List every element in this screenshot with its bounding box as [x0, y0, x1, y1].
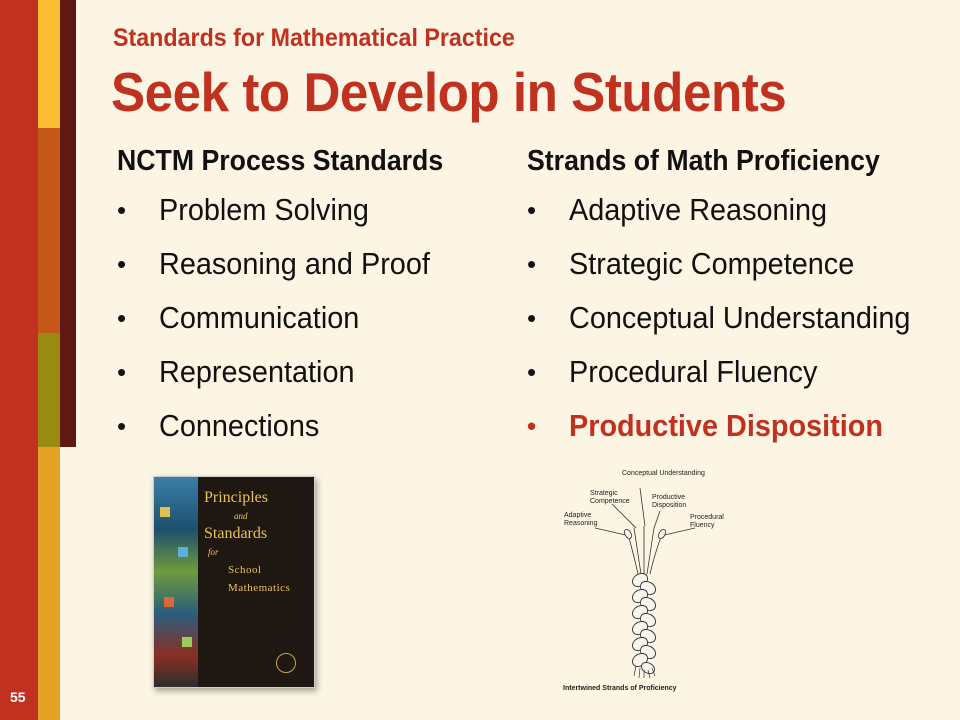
strand-label-conceptual: Conceptual Understanding [622, 470, 705, 477]
column-heading: Strands of Math Proficiency [527, 145, 880, 177]
list-item-label: Productive Disposition [569, 408, 883, 443]
book-title-line: Standards [204, 525, 268, 542]
left-accent-bar-red [0, 0, 38, 720]
bullet-icon: • [527, 249, 537, 279]
list-item-label: Connections [159, 408, 320, 443]
list-item-label: Adaptive Reasoning [569, 192, 828, 227]
bullet-icon: • [117, 411, 127, 441]
bullet-icon: • [117, 195, 127, 225]
book-title-line: Principles [204, 489, 268, 506]
bullet-icon: • [527, 357, 537, 387]
book-title-line: and [234, 511, 248, 521]
left-accent-bar-gold [38, 447, 60, 720]
diagram-caption: Intertwined Strands of Proficiency [563, 685, 677, 692]
book-title-line: School [228, 564, 262, 576]
strand-label-procedural: Procedural Fluency [690, 514, 724, 529]
list-item-label: Representation [159, 354, 355, 389]
strand-label-adaptive: Adaptive Reasoning [564, 512, 598, 527]
slide-number: 55 [10, 689, 26, 705]
left-accent-bar-olive [38, 333, 60, 447]
intertwined-strands-diagram [560, 466, 740, 696]
strand-label-productive: Productive Disposition [652, 494, 687, 509]
bullet-icon: • [117, 303, 127, 333]
list-item-label: Conceptual Understanding [569, 300, 911, 335]
bullet-icon: • [527, 303, 537, 333]
list-item-label: Strategic Competence [569, 246, 855, 281]
bullet-icon: • [117, 357, 127, 387]
list-item [117, 298, 472, 352]
bullet-list [527, 190, 911, 460]
rope-illustration [560, 466, 740, 696]
book-cover-art-strip [154, 477, 198, 687]
nctm-process-standards-column [117, 145, 472, 460]
slide-subtitle: Standards for Mathematical Practice [113, 24, 515, 52]
list-item [117, 190, 472, 244]
list-item [527, 352, 911, 406]
list-item-label: Reasoning and Proof [159, 246, 430, 281]
seal-icon [276, 653, 296, 673]
strand-label-strategic: Strategic Competence [590, 490, 630, 505]
bullet-icon: • [527, 411, 537, 441]
book-title-line: Mathematics [228, 582, 291, 594]
bullet-icon: • [527, 195, 537, 225]
list-item-label: Procedural Fluency [569, 354, 818, 389]
book-cover-image [153, 476, 315, 688]
list-item [527, 244, 911, 298]
left-accent-bar-orange [38, 128, 60, 333]
bullet-list [117, 190, 472, 460]
list-item [117, 244, 472, 298]
book-title-line: for [208, 547, 219, 557]
bullet-icon: • [117, 249, 127, 279]
list-item [117, 352, 472, 406]
left-accent-bar-brown [60, 0, 76, 447]
list-item-highlighted [527, 406, 911, 460]
list-item [117, 406, 472, 460]
list-item [527, 298, 911, 352]
list-item-label: Communication [159, 300, 360, 335]
column-heading: NCTM Process Standards [117, 145, 444, 177]
list-item [527, 190, 911, 244]
left-accent-bar-yellow [38, 0, 60, 128]
slide-title: Seek to Develop in Students [111, 61, 787, 123]
list-item-label: Problem Solving [159, 192, 369, 227]
book-title [204, 489, 290, 597]
strands-of-proficiency-column [527, 145, 911, 460]
